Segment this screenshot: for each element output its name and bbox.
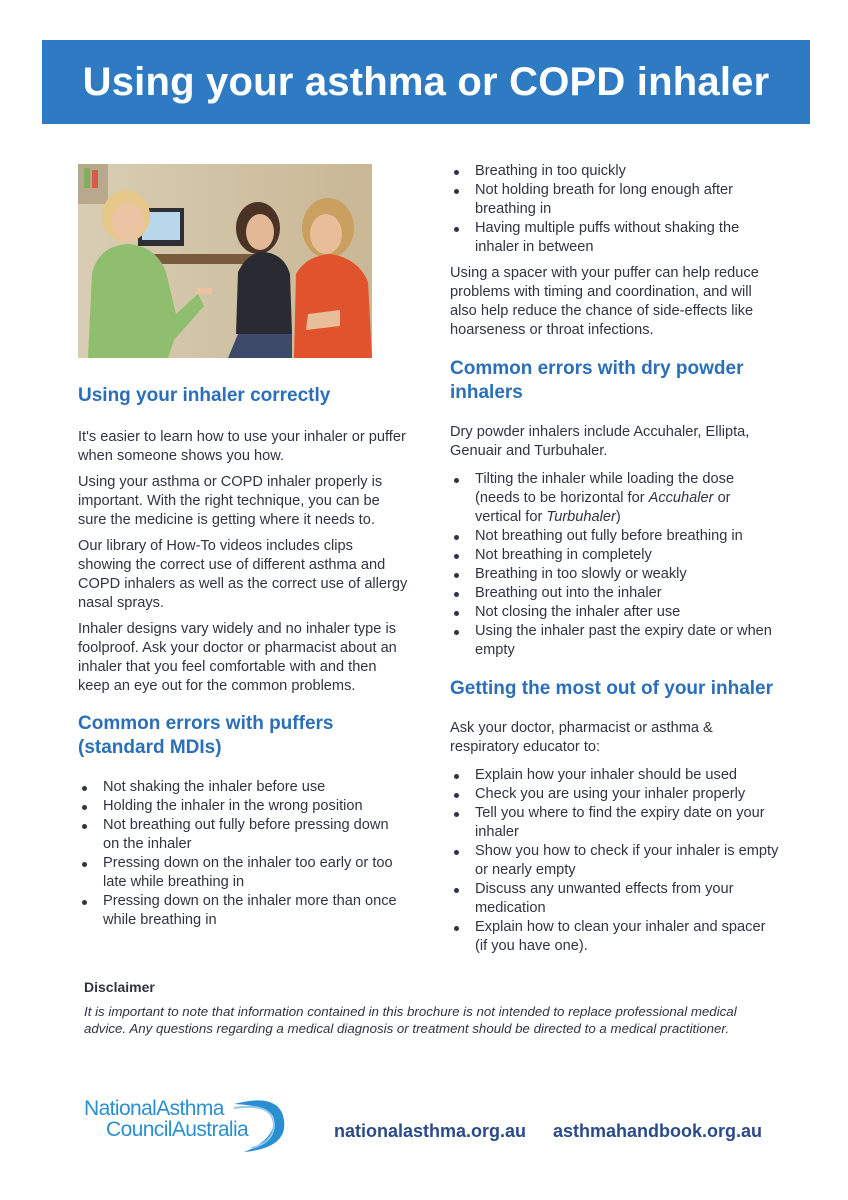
paragraph: Our library of How-To videos includes clips showing the correct use of different asthma and COPD inhalers as well as the correct use of allergy nasal sprays. [78,538,408,611]
list-item: Tell you where to find the expiry date on your inhaler [450,804,780,842]
list-item: Explain how your inhaler should be used [450,766,780,785]
list-item [450,470,780,527]
list-item: Not holding breath for long enough after breathing in [450,181,780,219]
list-item: Explain how to clean your inhaler and spacer (if you have one). [450,918,780,956]
list-item: Breathing in too slowly or weakly [450,565,780,584]
list-item: Show you how to check if your inhaler is empty or nearly empty [450,842,780,880]
list-item: Not breathing out fully before breathing in [450,527,780,546]
paragraph: Ask your doctor, pharmacist or asthma & respiratory educator to: [450,720,713,755]
puffer-errors-list [78,778,408,930]
consultation-photo [78,164,372,358]
list-item: Using the inhaler past the expiry date or when empty [450,622,780,660]
paragraph: Dry powder inhalers include Accuhaler, Ellipta, Genuair and Turbuhaler. [450,424,750,459]
list-text: ) [615,509,621,525]
logo-line-1: NationalAsthma [84,1097,224,1120]
paragraph: It's easier to learn how to use your inhaler or puffer when someone shows you how. [78,429,406,464]
paragraph: Using your asthma or COPD inhaler properly is important. With the right technique, you can be sure the medicine is getting where it needs to. [78,474,383,528]
list-item: Check you are using your inhaler properly [450,785,780,804]
product-name: Accuhaler [648,490,714,506]
national-asthma-council-logo [84,1090,296,1158]
disclaimer-heading: Disclaimer [84,979,155,995]
section-heading: Using your inhaler correctly [78,385,331,406]
paragraph: Inhaler designs vary widely and no inhaler type is foolproof. Ask your doctor or pharmacist about an inhaler that you feel comfortable with and then keep an eye out for the common problems. [78,621,397,694]
list-item: Breathing in too quickly [450,162,780,181]
section-heading: Getting the most out of your inhaler [450,678,773,699]
national-asthma-link[interactable]: nationalasthma.org.au [334,1121,527,1141]
asthma-handbook-link[interactable]: asthmahandbook.org.au [553,1121,763,1141]
list-text: Tilting the inhaler while loading the dose (needs to be horizontal for [475,471,735,506]
right-column [450,162,780,956]
dpi-errors-list [450,470,780,660]
section-heading: Common errors with puffers (standard MDIs) [78,713,334,758]
disclaimer-text: It is important to note that information contained in this brochure is not intended to replace professional medical advice. Any questions regarding a medical diagnosis or treatment should be directed to a medical practitioner. [84,1004,737,1036]
list-item: Discuss any unwanted effects from your medication [450,880,780,918]
section-heading: Common errors with dry powder inhalers [450,358,744,403]
list-item: Pressing down on the inhaler too early or too late while breathing in [78,854,408,892]
ask-list [450,766,780,956]
list-item: Having multiple puffs without shaking the inhaler in between [450,219,780,257]
title-banner [42,40,810,124]
left-column [78,384,408,930]
puffer-errors-list-continued [450,162,780,257]
list-item: Not closing the inhaler after use [450,603,780,622]
list-item: Breathing out into the inhaler [450,584,780,603]
list-text: or vertical for [475,490,731,525]
product-name: Turbuhaler [546,509,616,525]
logo-line-2: CouncilAustralia [106,1118,249,1141]
page-title: Using your asthma or COPD inhaler [82,59,770,104]
disclaimer [84,979,764,1037]
list-item: Pressing down on the inhaler more than once while breathing in [78,892,408,930]
list-item: Holding the inhaler in the wrong position [78,797,408,816]
list-item: Not breathing in completely [450,546,780,565]
list-item: Not shaking the inhaler before use [78,778,408,797]
list-item: Not breathing out fully before pressing down on the inhaler [78,816,408,854]
paragraph: Using a spacer with your puffer can help reduce problems with timing and coordination, and will also help reduce the chance of side-effects like hoarseness or throat infections. [450,265,759,338]
